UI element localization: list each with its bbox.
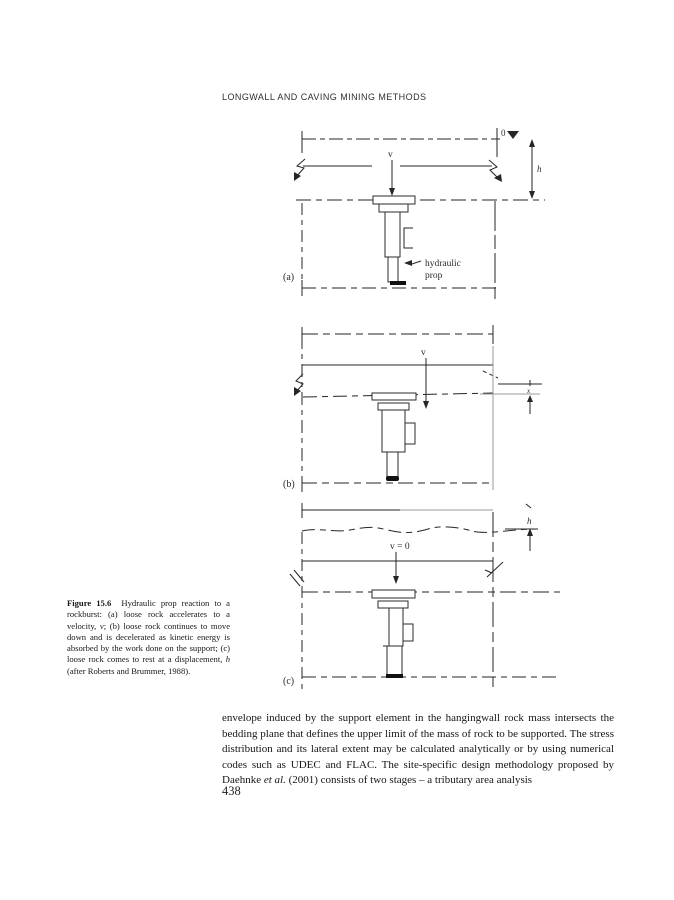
displacement-dim-label-b: x (527, 387, 531, 395)
hydraulic-prop-a (373, 196, 415, 285)
panel-label-c: (c) (283, 676, 295, 687)
body-paragraph: envelope induced by the support element in the hangingwall rock mass intersects the bedding plane that defines the upper limit of the mass of rock to be supported. The stress distribution and its lateral extent may be calculated analytically or by using numerical codes such as UDEC and FLAC. The site-specific design methodology proposed by Daehnke et al. (2001) consists of two stages – a tributary area analysis (222, 712, 614, 786)
page-number: 438 (222, 784, 241, 798)
height-dim-label-a: h (537, 164, 542, 174)
hydraulic-prop-c (372, 590, 415, 678)
break-mark-icon (483, 371, 498, 378)
prop-callout-line2: prop (425, 271, 443, 281)
panel-label-a: (a) (283, 272, 295, 283)
hydraulic-prop-b (372, 393, 416, 481)
figure-diagram-c (280, 498, 574, 696)
panel-label-b: (b) (283, 479, 295, 490)
prop-callout-line1: hydraulic (425, 259, 461, 269)
velocity-label-a: v (388, 150, 393, 160)
break-mark-icon (487, 562, 503, 577)
figure-caption: Figure 15.6 Hydraulic prop reaction to a rockburst: (a) loose rock accelerates to a velocity, v; (b) loose rock continues to move down and is decelerated as kinetic energy is absorbed by the work done on the support; (c) loose rock comes to rest at a displacement, h (after Roberts and Brummer, 1988). (67, 598, 231, 676)
velocity-label-b: v (421, 348, 426, 358)
datum-zero-label: 0 (501, 128, 506, 138)
datum-triangle-icon (507, 131, 519, 139)
figure-diagram-a (280, 118, 574, 306)
figure-diagram-b (280, 316, 574, 498)
running-header: LONGWALL AND CAVING MINING METHODS (222, 92, 427, 102)
velocity-label-c: v = 0 (390, 542, 410, 552)
height-dim-label-c: h (527, 516, 532, 526)
